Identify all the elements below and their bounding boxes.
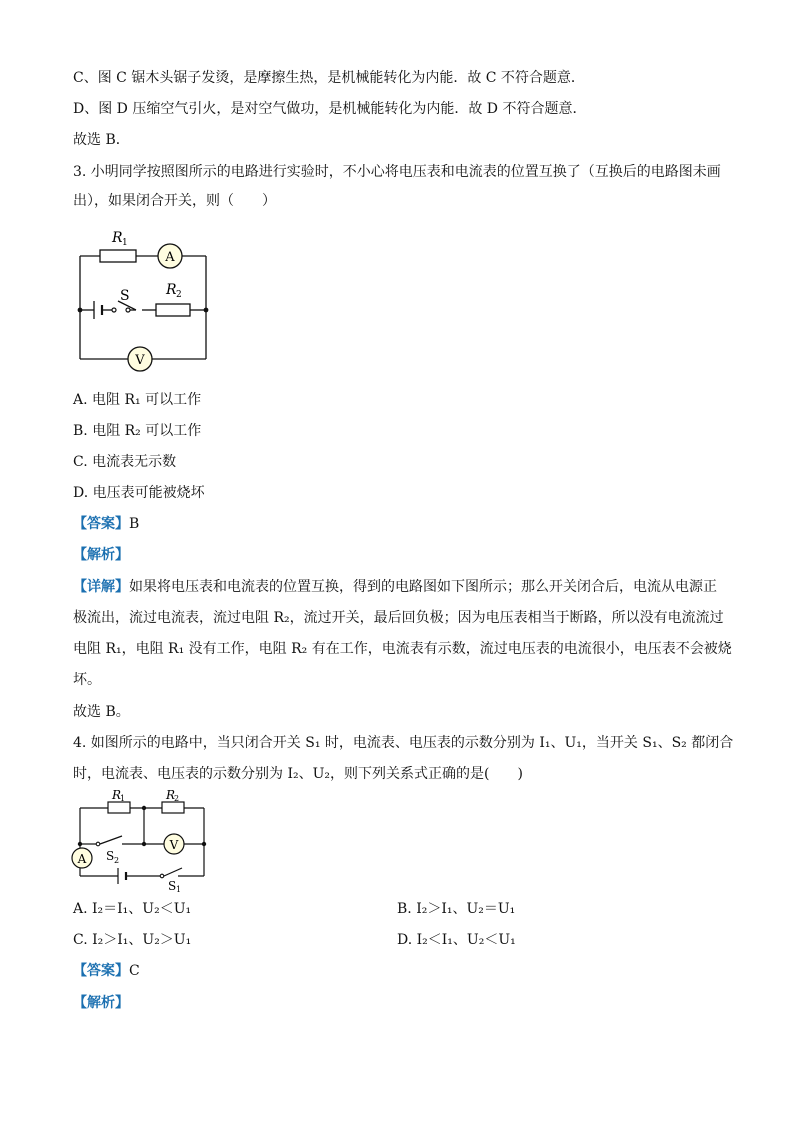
text-line: 极流出，流过电流表，流过电阻 R₂，流过开关，最后回负极；因为电压表相当于断路，所以没有电流流过 bbox=[73, 610, 724, 626]
voltmeter-label: V bbox=[169, 838, 179, 852]
r2-label: R bbox=[166, 788, 176, 802]
answer-value: B bbox=[129, 516, 140, 532]
resistor-r2 bbox=[162, 802, 184, 813]
option-c: C. 电流表无示数 bbox=[73, 454, 177, 470]
r1-subscript: 1 bbox=[120, 794, 126, 803]
analysis-tag: 【解析】 bbox=[73, 995, 129, 1011]
analysis-tag: 【解析】 bbox=[73, 547, 129, 563]
answer-tag: 【答案】 bbox=[73, 963, 129, 979]
switch-icon bbox=[126, 308, 130, 312]
r2-subscript: 2 bbox=[176, 290, 182, 300]
text-line: 坏。 bbox=[73, 672, 101, 688]
question-3-text: 出），如果闭合开关，则（ ） bbox=[73, 193, 276, 209]
resistor-r1 bbox=[100, 250, 136, 262]
r1-label: R bbox=[112, 230, 123, 246]
question-4-text: 时，电流表、电压表的示数分别为 I₂、U₂，则下列关系式正确的是( ) bbox=[73, 766, 523, 782]
detail-tag: 【详解】 bbox=[73, 579, 129, 595]
ammeter-label: A bbox=[165, 250, 175, 265]
answer-value: C bbox=[129, 963, 140, 979]
r1-label: R bbox=[112, 788, 122, 802]
option-b: B. 电阻 R₂ 可以工作 bbox=[73, 423, 202, 439]
resistor-r2 bbox=[156, 304, 190, 316]
text-line: D、图 D 压缩空气引火，是对空气做功，是机械能转化为内能．故 D 不符合题意． bbox=[73, 101, 587, 117]
circuit-diagram-2 bbox=[70, 788, 220, 892]
answer-line bbox=[73, 514, 139, 534]
option-c: C. I₂＞I₁、U₂＞U₁ bbox=[73, 932, 192, 948]
s2-subscript: 2 bbox=[114, 856, 120, 865]
option-d: D. 电压表可能被烧坏 bbox=[73, 485, 205, 501]
resistor-r1 bbox=[108, 802, 130, 813]
s1-label: S bbox=[168, 879, 177, 892]
s2-label: S bbox=[106, 849, 115, 863]
option-a: A. 电阻 R₁ 可以工作 bbox=[73, 392, 202, 408]
switch-s1-icon bbox=[160, 874, 164, 878]
text-line: C、图 C 锯木头锯子发烫，是摩擦生热，是机械能转化为内能．故 C 不符合题意． bbox=[73, 70, 585, 86]
voltmeter-label: V bbox=[135, 353, 145, 368]
text-line: 电阻 R₁，电阻 R₁ 没有工作，电阻 R₂ 有在工作，电流表有示数，流过电压表的电流很小，电压表不会被烧 bbox=[73, 641, 732, 657]
question-3-text: 3. 小明同学按照图所示的电路进行实验时，不小心将电压表和电流表的位置互换了（互换后的电路图未画 bbox=[73, 164, 721, 180]
circuit-diagram-1 bbox=[70, 222, 220, 372]
text-line: 故选 B。 bbox=[73, 704, 130, 720]
option-b: B. I₂＞I₁、U₂＝U₁ bbox=[397, 901, 516, 917]
ammeter-label: A bbox=[77, 852, 87, 866]
text-line: 故选 B． bbox=[73, 132, 130, 148]
option-a: A. I₂＝I₁、U₂＜U₁ bbox=[73, 901, 192, 917]
s1-subscript: 1 bbox=[176, 885, 182, 892]
r2-label: R bbox=[166, 282, 177, 298]
switch-label: S bbox=[120, 288, 130, 304]
option-d: D. I₂＜I₁、U₂＜U₁ bbox=[397, 932, 516, 948]
answer-tag: 【答案】 bbox=[73, 516, 129, 532]
detail-line: 【详解】如果将电压表和电流表的位置互换，得到的电路图如下图所示；那么开关闭合后，电流从电源正 bbox=[73, 579, 717, 595]
r1-subscript: 1 bbox=[122, 238, 128, 248]
switch-s2-icon bbox=[96, 842, 100, 846]
answer-line bbox=[73, 961, 140, 981]
question-4-text: 4. 如图所示的电路中，当只闭合开关 S₁ 时，电流表、电压表的示数分别为 I₁、U₁，当开关 S₁、S₂ 都闭合 bbox=[73, 735, 734, 751]
r2-subscript: 2 bbox=[174, 794, 180, 803]
